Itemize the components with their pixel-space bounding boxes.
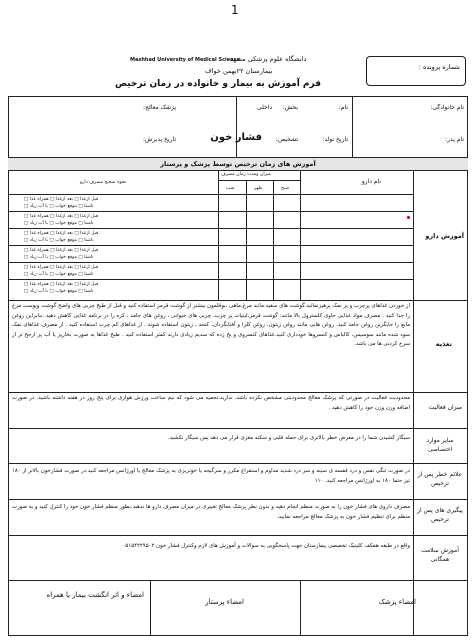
nurse-signature-label: امضاء پرستار — [205, 598, 244, 606]
danger-text: در صورت تنگی نفس و درد قفسه ی سینه و سر درد شدید مداوم و استفراغ مکرر و سرگیجه یا خونریزی به پزشک معالج یا اورژانس مراجعه کنید.در صورت فشارخون بالاتر از ۱۸۰ تیز حتما ۱۸۰ به اورژانس مراجعه کنید. ۱۱۰ — [12, 468, 410, 484]
night-header: شب — [226, 186, 235, 191]
divider — [150, 580, 151, 636]
divider — [8, 194, 413, 195]
record-number-box — [366, 56, 466, 86]
usage-options-2: ناشتا □ موقع خواب □ با آب زیاد □ — [24, 221, 94, 226]
divider — [352, 96, 353, 157]
ward-value: داخلی — [256, 104, 272, 111]
usage-options-2: ناشتا □ موقع خواب □ با آب زیاد □ — [24, 238, 94, 243]
morning-header: صبح — [281, 186, 290, 191]
divider — [8, 245, 413, 246]
divider — [8, 262, 413, 263]
page-number: 1 — [231, 3, 239, 17]
birth-date-label: تاریخ تولد: — [322, 136, 348, 143]
usage-options-1: قبل ازغذا □ بعد ازغذا □ همراه غذا □ — [24, 214, 99, 219]
danger-label: علائم خطر پس از ترخیص — [417, 471, 463, 487]
divider — [8, 300, 468, 301]
usage-options-1: قبل ازغذا □ بعد ازغذا □ همراه غذا □ — [24, 248, 99, 253]
ward-label: بخش: — [282, 104, 298, 111]
divider — [8, 211, 413, 212]
form-table — [8, 96, 468, 636]
university-name-en: Mashhad University of Medical Science — [130, 57, 241, 63]
usage-options-2: ناشتا □ موقع خواب □ با آب زیاد □ — [24, 204, 94, 209]
medication-label: آموزش دارو — [425, 232, 464, 240]
divider — [300, 170, 301, 300]
drug-name-header: نام دارو — [361, 178, 381, 185]
divider — [273, 180, 274, 300]
diet-label: تغذیه — [435, 340, 452, 348]
form-title: فرم آموزش به بیمار و خانواده در زمان ترخیص — [114, 79, 322, 89]
red-mark — [407, 216, 410, 219]
usage-options-2: ناشتا □ موقع خواب □ با آب زیاد □ — [24, 289, 94, 294]
divider — [218, 170, 219, 300]
divider — [8, 170, 468, 171]
divider — [236, 96, 237, 157]
followup-label: پیگیری های پس از ترخیص — [417, 507, 463, 523]
followup-text: مصرف داروی های فشار خون را به صورت منظم انجام دهید و بدون نظر پزشک معالج تغییری در میزان مصرف دارو ها ندهید.بطور منظم فشار خون خود را کنترل کنید و به صورت منظم برای تنظیم فشار خون به پزشک معالج مراجعه نمایید. — [12, 504, 410, 520]
patient-signature-label: امضاء و اثر انگشت بیمار یا همراه — [46, 591, 144, 599]
first-name-label: نام: — [338, 104, 348, 111]
divider — [413, 170, 414, 636]
diet-text: از خوردن غذاهای پرچرب و پر نمک پرهیزنمائید.گوشت های سفید مانند مرغ،ماهی ،بوقلمون بیشتر از گوشت قرمز استفاده کنید و قبل از طبخ چربی های واضح گوشت وپوست مرغ را جدا کنید . مصرف مواد غذایی حاوی کلسترول بالا مانند: گوشت قرمز،لبنیات پر چرب، چربی های حیوانی ، روغن های جامد ، کره را در برنامه غذایی کاهش دهید .بنابراین روغن مایع را جایگزین روغن جامد کنید. روغن هایی مانند روغن زیتون، روغن کلزا و آفتابگردان، کنجد ، زیتون استفاده شوند . از غذاهای کم چرب استفاده کنید . از مصرف غذاهای نمک سود شده مانند سوسیس، کالباس و کنسروها خودداری کنید.غذاهای کنسروی و یخ زده که سدیم زیادی دارند کمتر استفاده کنید . طبخ غذاها به صورت بخارپز یا آب پز ارجح تر از سرخ کردنی ها می باشد. — [12, 303, 410, 348]
activity-label: میزان فعالیت — [428, 404, 462, 411]
university-name-fa: دانشگاه علوم پزشکی مشهد — [230, 55, 307, 63]
admission-date-label: تاریخ پذیرش: — [143, 136, 176, 143]
divider — [8, 428, 468, 429]
usage-options-2: ناشتا □ موقع خواب □ با آب زیاد □ — [24, 255, 94, 260]
divider — [8, 499, 468, 500]
usage-header: نحوه صحیح مصرف دارو — [80, 180, 127, 185]
usage-options-1: قبل ازغذا □ بعد ازغذا □ همراه غذا □ — [24, 231, 99, 236]
divider — [8, 279, 413, 280]
clinic-label: آموزش سلامت همگانی — [421, 547, 459, 563]
activity-text: محدودیت فعالیت در صورتی که پزشک معالج محدودیتی مشخص نکرده باشد، ندارید.تحمیه می شود که نیم ساعت ورزش هوازی برای پنج روز در هفته داشته باشید. در صورت اضافه وزن وزن خود را کاهش دهید . — [12, 395, 410, 411]
diagnosis-value: فشار خون — [210, 132, 262, 143]
section-header: آموزش های زمان ترخیص توسط پزشک و پرستار — [160, 160, 316, 168]
usage-options-2: ناشتا □ موقع خواب □ با آب زیاد □ — [24, 272, 94, 277]
doctor-signature-label: امضاء پزشک — [378, 598, 416, 606]
noon-header: ظهر — [254, 186, 263, 191]
divider — [246, 180, 247, 300]
divider — [218, 180, 300, 181]
dose-header: میزان ومدت زمان مصرف — [221, 172, 272, 177]
father-name-label: نام پدر: — [445, 136, 464, 143]
diagnosis-label: تشخیص: — [275, 136, 298, 143]
other-label: سایر موارد اختصاصی — [426, 437, 454, 453]
divider — [8, 463, 468, 464]
usage-options-1: قبل ازغذا □ بعد ازغذا □ همراه غذا □ — [24, 265, 99, 270]
hospital-name: بیمارستان ۲۲بهمن خواف — [205, 67, 273, 75]
usage-options-1: قبل ازغذا □ بعد ازغذا □ همراه غذا □ — [24, 197, 99, 202]
divider — [8, 535, 468, 536]
record-number-label: شماره پرونده : — [418, 63, 460, 71]
divider — [8, 580, 468, 581]
divider — [8, 392, 468, 393]
divider — [8, 228, 413, 229]
family-name-label: نام خانوادگی: — [430, 104, 464, 111]
divider — [300, 580, 301, 636]
clinic-text: واقع در طبقه همکف کلینیک تخصصی بیمارستان جهت پاسخگویی به سوالات و آموزش های لازم وکنترل فشار خون ۰۵۱۵۴۲۲۹۵۰۲ — [122, 543, 410, 549]
doctor-label: پزشک معالج: — [143, 104, 176, 111]
usage-options-1: قبل ازغذا □ بعد ازغذا □ همراه غذا □ — [24, 282, 99, 287]
other-text: سیگار کشیدن شما را در معرض خطر بالاتری برای حمله قلبی و سکته مغزی قرار می دهد پس سیگار نکشید. — [167, 435, 410, 441]
